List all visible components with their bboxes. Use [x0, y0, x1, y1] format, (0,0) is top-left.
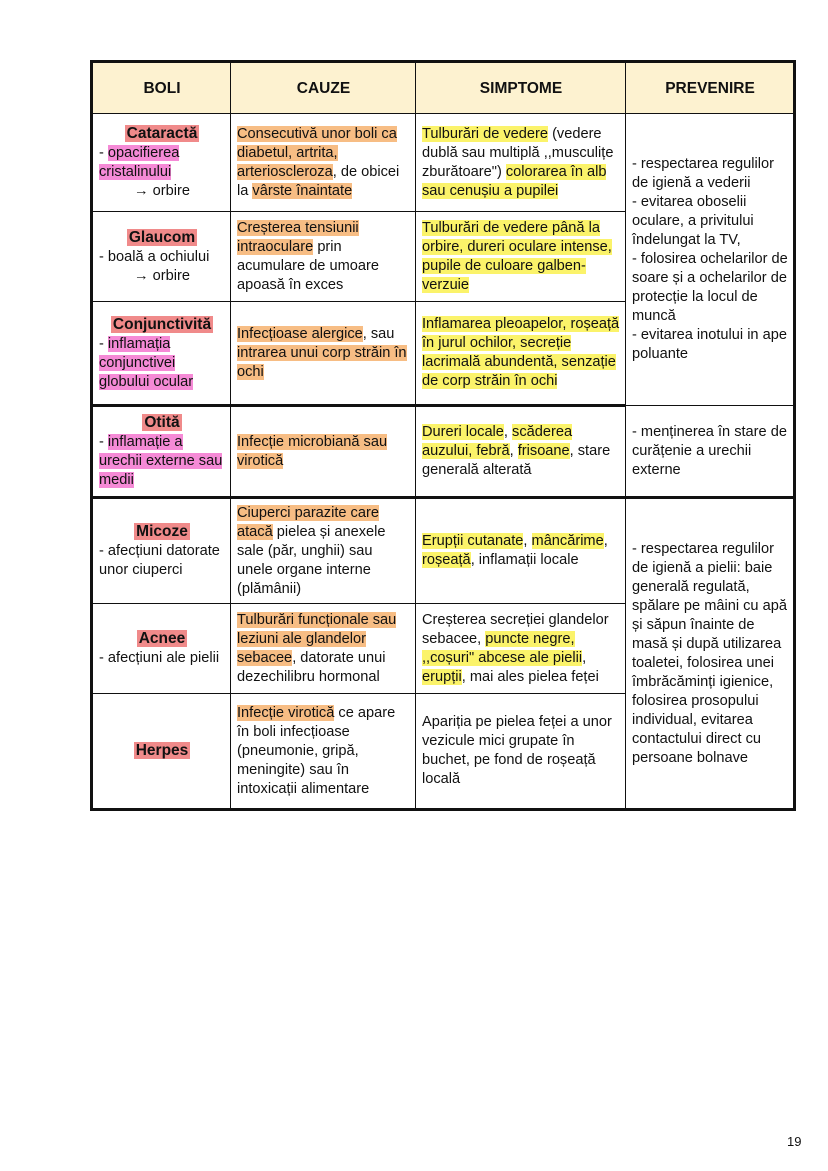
- disease-cell: [92, 212, 231, 302]
- cause-cell: Infecțioase alergice, sau intrarea unui corp străin în ochi: [231, 302, 416, 406]
- header-simptome: SIMPTOME: [416, 62, 626, 114]
- diseases-table: [90, 60, 796, 811]
- cause-cell: Infecție virotică ce apare în boli infecțioase (pneumonie, gripă, meningite) sau în intoxicații alimentare: [231, 694, 416, 810]
- table-row: [92, 498, 795, 604]
- disease-cell: [92, 302, 231, 406]
- disease-cell: [92, 114, 231, 212]
- cause-cell: Tulburări funcționale sau leziuni ale glandelor sebacee, datorate unui dezechilibru hormonal: [231, 604, 416, 694]
- table-row: [92, 406, 795, 498]
- disease-description: - afecțiuni datorate unor ciuperci: [99, 543, 220, 578]
- header-boli: BOLI: [92, 62, 231, 114]
- symptom-cell: Tulburări de vedere până la orbire, dureri oculare intense, pupile de culoare galben-verzuie: [416, 212, 626, 302]
- disease-name: Acnee: [138, 630, 186, 647]
- symptom-cell: Tulburări de vedere (vedere dublă sau multiplă ,,musculițe zburătoare") colorarea în alb sau cenușiu a pupilei: [416, 114, 626, 212]
- symptom-cell: Creșterea secreției glandelor sebacee, puncte negre, ,,coșuri" abcese ale pielii, erupții, mai ales pielea feței: [416, 604, 626, 694]
- disease-cell: [92, 498, 231, 604]
- prevention-cell-ears: - menținerea în stare de curățenie a urechii externe: [626, 406, 795, 498]
- header-cauze: CAUZE: [231, 62, 416, 114]
- table-row: [92, 114, 795, 212]
- disease-name: Otită: [144, 414, 180, 431]
- disease-description: - afecțiuni ale pielii: [99, 650, 220, 666]
- cause-cell: Creșterea tensiunii intraoculare prin acumulare de umoare apoasă în exces: [231, 212, 416, 302]
- prevention-cell-eyes: - respectarea regulilor de igienă a vederii - evitarea oboselii oculare, a privitului îndelungat la TV, - folosirea ochelarilor de soare și a ochelarilor de protecție la locul de muncă - evitarea inotului in ape poluante: [626, 114, 795, 406]
- disease-name: Cataractă: [126, 125, 198, 142]
- disease-consequence: → orbire: [134, 267, 190, 284]
- symptom-cell: Dureri locale, scăderea auzului, febră, frisoane, stare generală alterată: [416, 406, 626, 498]
- disease-name: Glaucom: [128, 228, 196, 246]
- header-prevenire: PREVENIRE: [626, 62, 795, 114]
- cause-cell: Consecutivă unor boli ca diabetul, artrita, arterioscleroza, de obicei la vârste înaintate: [231, 114, 416, 212]
- disease-name: Micoze: [136, 523, 188, 540]
- disease-cell: [92, 604, 231, 694]
- cause-cell: Ciuperci parazite care atacă pielea și anexele sale (păr, unghii) sau unele organe interne (plămânii): [231, 498, 416, 604]
- symptom-cell: Apariția pe pielea feței a unor vezicule mici grupate în buchet, pe fond de roșeață locală: [416, 694, 626, 810]
- prevention-cell-skin: - respectarea regulilor de igienă a pielii: baie generală regulată, spălare pe mâini cu apă și săpun înainte de masă și după utilizarea toaletei, folosirea unei îmbrăcăminți igienice, folosirea prosopului individual, evitarea contactului direct cu persoane bolnave: [626, 498, 795, 810]
- disease-cell: [92, 694, 231, 810]
- disease-description: - opacifierea cristalinului: [99, 145, 180, 180]
- disease-name: Herpes: [135, 742, 189, 759]
- disease-description: - inflamația conjunctivei globului ocular: [99, 335, 194, 390]
- disease-cell: [92, 406, 231, 498]
- disease-consequence: → orbire: [134, 183, 190, 199]
- cause-cell: Infecție microbiană sau virotică: [231, 406, 416, 498]
- symptom-cell: Erupții cutanate, mâncărime, roșeață, inflamații locale: [416, 498, 626, 604]
- symptom-cell: Inflamarea pleoapelor, roșeață în jurul ochilor, secreție lacrimală abundentă, senzație de corp străin în ochi: [416, 302, 626, 406]
- disease-name: Conjunctivită: [112, 315, 212, 333]
- disease-description: - inflamație a urechii externe sau medii: [99, 434, 223, 488]
- table-header-row: [92, 62, 795, 114]
- page-number: 19: [787, 1134, 802, 1149]
- disease-description: - boală a ochiului: [99, 248, 210, 265]
